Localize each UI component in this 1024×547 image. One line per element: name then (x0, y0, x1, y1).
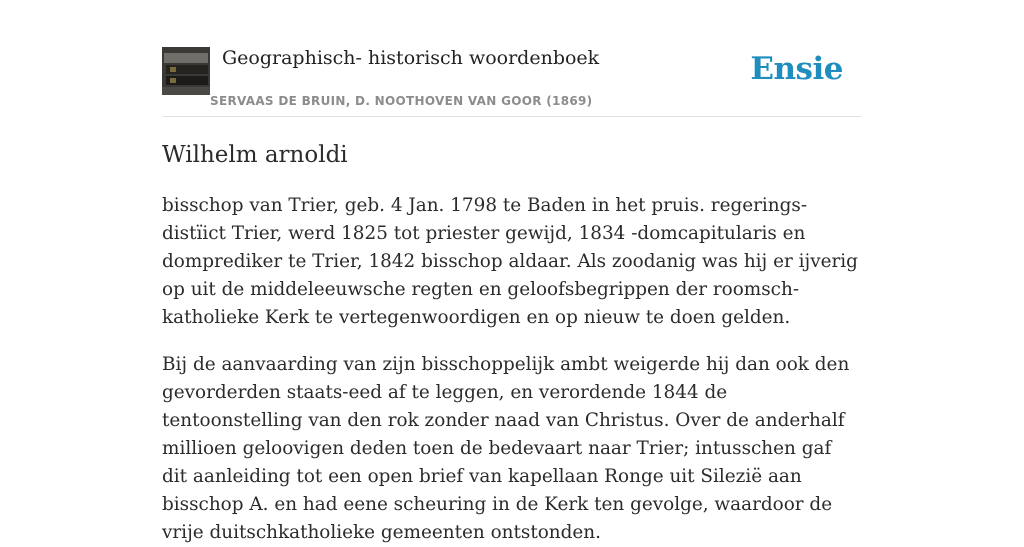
book-header (162, 0, 862, 117)
book-authors: SERVAAS DE BRUIN, D. NOOTHOVEN VAN GOOR (1869) (210, 94, 593, 108)
book-cover-image[interactable] (162, 47, 210, 95)
book-cover-illustration (162, 47, 210, 95)
entry-paragraph-1: bisschop van Trier, geb. 4 Jan. 1798 te Baden in het pruis. regerings-distïict Trier, werd 1825 tot priester gewijd, 1834 -domcapitularis en domprediker te Trier, 1842 bisschop aldaar. Als zoodanig was hij er ijverig op uit de middeleeuwsche regten en geloofsbegrippen der roomsch-katholieke Kerk te vertegenwoordigen en op nieuw te doen gelden. (162, 195, 858, 328)
book-title-link[interactable]: Geographisch- historisch woordenboek (222, 47, 600, 69)
page-container (162, 0, 862, 543)
ensie-logo[interactable]: Ensie (750, 51, 843, 87)
entry-title: Wilhelm arnoldi (162, 142, 348, 168)
entry-paragraph-2: Bij de aanvaarding van zijn bisschoppelijk ambt weigerde hij dan ook den gevorderden staats-eed af te leggen, en verordende 1844 de tentoonstelling van den rok zonder naad van Christus. Over de anderhalf millioen geloovigen deden toen de bedevaart naar Trier; intusschen gaf dit aanleiding tot een open brief van kapellaan Ronge uit Silezië aan bisschop A. en had eene scheuring in de Kerk ten gevolge, waardoor de vrije duitschkatholieke gemeenten ontstonden. (162, 354, 850, 543)
